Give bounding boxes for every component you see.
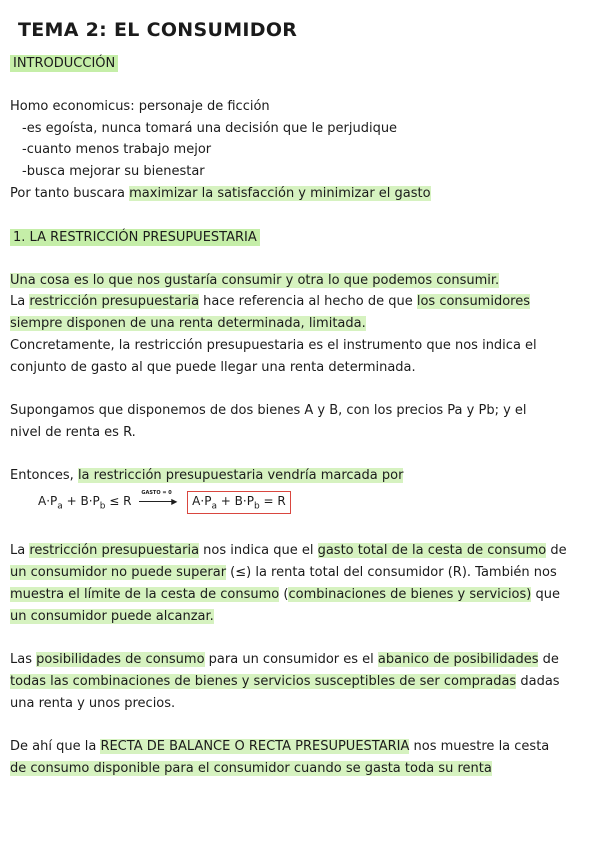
paragraph-line: La restricción presupuestaria hace referencia al hecho de que los consumidores	[10, 294, 530, 309]
paragraph-line: Una cosa es lo que nos gustaría consumir y otra lo que podemos consumir.	[10, 273, 500, 288]
budget-equation-box: $A\cdot P_a + B\cdot P_b = R$	[187, 491, 291, 514]
paragraph-line: un consumidor no puede superar (≤) la renta total del consumidor (R). También nos	[10, 565, 557, 580]
paragraph-line: La restricción presupuestaria nos indica que el gasto total de la cesta de consumo de	[10, 543, 567, 558]
section-heading: 1. LA RESTRICCIÓN PRESUPUESTARIA	[10, 229, 260, 247]
intro-heading: INTRODUCCIÓN	[10, 55, 118, 73]
paragraph-line: siempre disponen de una renta determinada, limitada.	[10, 316, 366, 331]
intro-bullet: -busca mejorar su bienestar	[22, 164, 205, 179]
paragraph-line: todas las combinaciones de bienes y servicios susceptibles de ser compradas dadas	[10, 674, 560, 689]
paragraph-line: Supongamos que disponemos de dos bienes A y B, con los precios Pa y Pb; y el	[10, 403, 527, 418]
intro-conclusion: Por tanto buscara maximizar la satisfacción y minimizar el gasto	[10, 186, 431, 201]
paragraph-line: Concretamente, la restricción presupuestaria es el instrumento que nos indica el	[10, 338, 537, 353]
arrow-icon: GASTO = 0 ▶	[141, 489, 178, 506]
paragraph-line: muestra el límite de la cesta de consumo (combinaciones de bienes y servicios) que	[10, 587, 560, 602]
page-title: TEMA 2: EL CONSUMIDOR	[18, 19, 298, 41]
paragraph-line: Entonces, la restricción presupuestaria vendría marcada por	[10, 468, 404, 483]
paragraph-line: nivel de renta es R.	[10, 425, 136, 440]
paragraph-line: Las posibilidades de consumo para un consumidor es el abanico de posibilidades de	[10, 652, 559, 667]
intro-bullet: -es egoísta, nunca tomará una decisión que le perjudique	[22, 121, 398, 136]
paragraph-line: De ahí que la RECTA DE BALANCE O RECTA PRESUPUESTARIA nos muestre la cesta	[10, 739, 550, 754]
budget-formula: $A\cdot P_a + B\cdot P_b \le R$ GASTO = 0 ▶ $A\cdot P_a + B\cdot P_b = R$	[38, 491, 291, 514]
paragraph-line: una renta y unos precios.	[10, 696, 176, 711]
paragraph-line: conjunto de gasto al que puede llegar una renta determinada.	[10, 360, 416, 375]
intro-bullet: -cuanto menos trabajo mejor	[22, 142, 212, 157]
paragraph-line: un consumidor puede alcanzar.	[10, 609, 214, 624]
paragraph-line: de consumo disponible para el consumidor cuando se gasta toda su renta	[10, 761, 492, 776]
intro-line: Homo economicus: personaje de ficción	[10, 99, 270, 114]
